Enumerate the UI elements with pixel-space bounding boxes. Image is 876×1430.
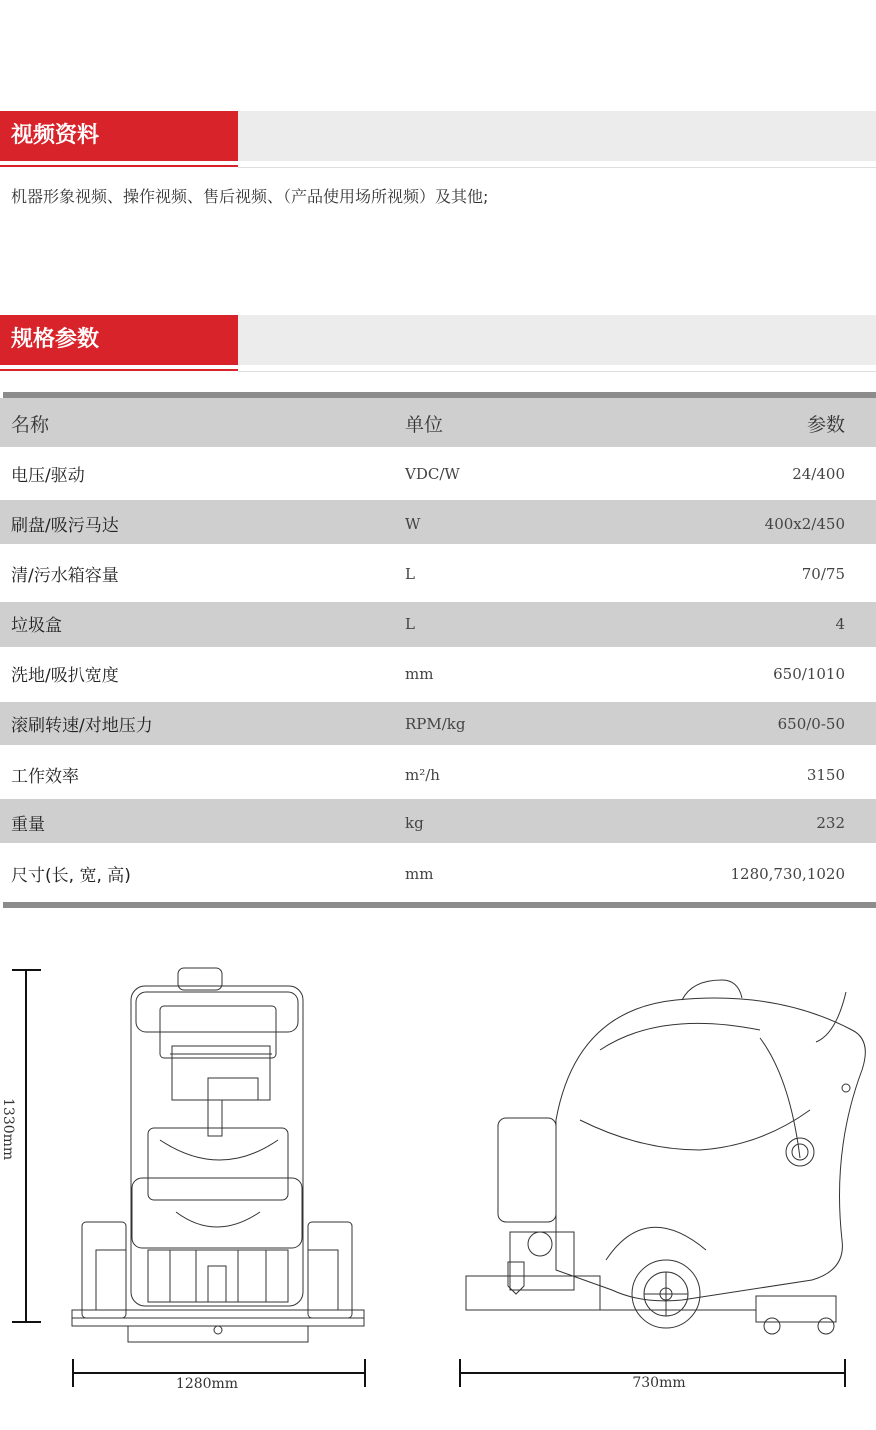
row-value: 1280,730,1020 bbox=[730, 865, 845, 883]
specs-section-rule bbox=[238, 371, 876, 372]
row-value: 4 bbox=[835, 615, 845, 633]
row-name: 电压/驱动 bbox=[11, 466, 85, 486]
header-name: 名称 bbox=[11, 414, 50, 436]
row-value: 24/400 bbox=[792, 465, 845, 483]
row-unit: kg bbox=[405, 814, 424, 832]
table-row bbox=[0, 799, 876, 843]
row-name: 尺寸(长, 宽, 高) bbox=[11, 866, 131, 886]
row-value: 232 bbox=[816, 814, 845, 832]
row-value: 400x2/450 bbox=[764, 515, 845, 533]
row-name: 清/污水箱容量 bbox=[11, 566, 119, 586]
table-row bbox=[0, 602, 876, 647]
row-unit: RPM/kg bbox=[405, 715, 466, 733]
dimension-drawings bbox=[0, 950, 876, 1430]
table-row bbox=[0, 544, 876, 602]
row-unit: L bbox=[405, 565, 415, 583]
height-label: 1330mm bbox=[0, 1098, 16, 1161]
video-section-underline bbox=[0, 165, 238, 167]
row-value: 3150 bbox=[806, 766, 845, 784]
specs-section-bar bbox=[0, 315, 876, 365]
row-name: 重量 bbox=[11, 815, 45, 835]
row-unit: VDC/W bbox=[405, 465, 460, 483]
front-view-drawing bbox=[72, 968, 364, 1342]
video-description: 机器形象视频、操作视频、售后视频、（产品使用场所视频）及其他; bbox=[11, 187, 489, 206]
table-row bbox=[0, 500, 876, 544]
table-row bbox=[0, 745, 876, 799]
row-unit: mm bbox=[405, 665, 434, 683]
specs-section-underline bbox=[0, 369, 238, 371]
row-unit: L bbox=[405, 615, 415, 633]
video-section-bar bbox=[0, 111, 876, 161]
specs-section-title: 规格参数 bbox=[0, 315, 238, 365]
row-name: 垃圾盒 bbox=[11, 616, 62, 636]
row-name: 滚刷转速/对地压力 bbox=[11, 716, 153, 736]
row-unit: W bbox=[405, 515, 421, 533]
row-unit: mm bbox=[405, 865, 434, 883]
table-row bbox=[0, 702, 876, 745]
header-unit: 单位 bbox=[405, 414, 444, 436]
side-view-drawing bbox=[466, 980, 865, 1334]
table-header-row bbox=[0, 398, 876, 447]
row-value: 650/1010 bbox=[773, 665, 845, 683]
row-name: 洗地/吸扒宽度 bbox=[11, 666, 119, 686]
row-unit: m²/h bbox=[405, 766, 440, 784]
table-row bbox=[0, 843, 876, 902]
table-bottom-rule bbox=[3, 902, 876, 908]
row-name: 工作效率 bbox=[11, 767, 79, 787]
table-row bbox=[0, 447, 876, 500]
row-value: 650/0-50 bbox=[777, 715, 845, 733]
side-width-label: 730mm bbox=[632, 1375, 686, 1391]
video-section-title: 视频资料 bbox=[0, 111, 238, 161]
row-value: 70/75 bbox=[801, 565, 845, 583]
row-name: 刷盘/吸污马达 bbox=[11, 516, 119, 536]
front-width-label: 1280mm bbox=[175, 1376, 239, 1392]
video-section-rule bbox=[238, 167, 876, 168]
table-row bbox=[0, 647, 876, 702]
header-value: 参数 bbox=[806, 414, 845, 436]
